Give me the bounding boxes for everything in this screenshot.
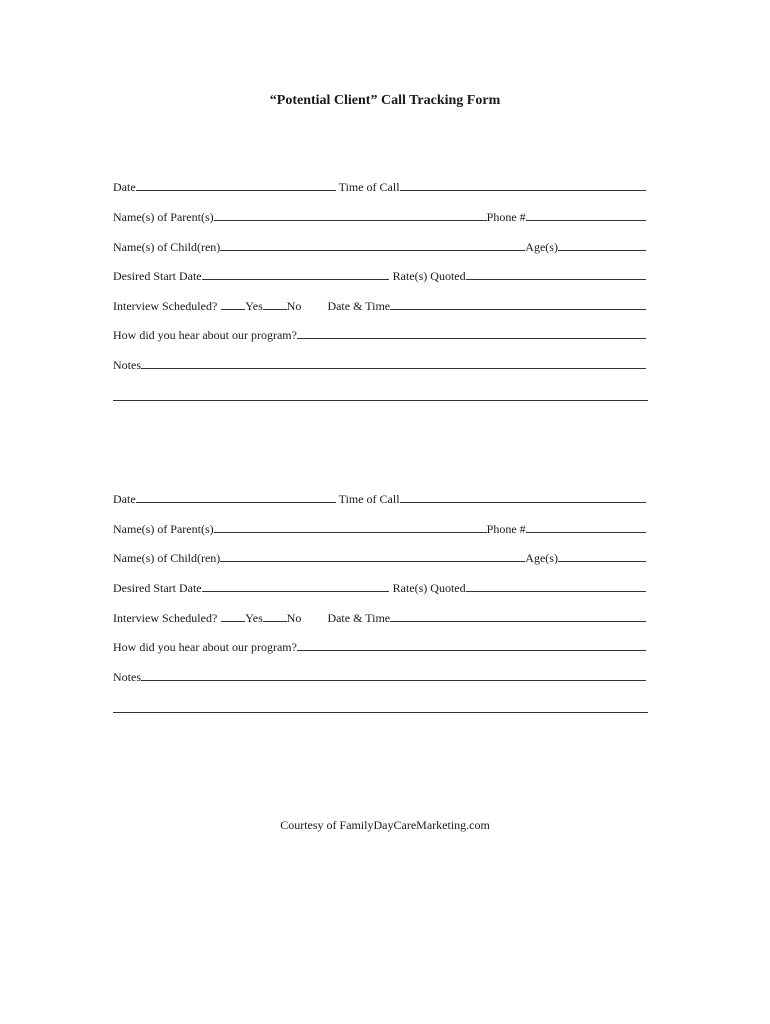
date-time-field[interactable] xyxy=(390,309,646,310)
rates-label: Rate(s) Quoted xyxy=(392,269,466,283)
children-row xyxy=(113,549,646,565)
start-date-label: Desired Start Date xyxy=(113,581,202,595)
parents-field[interactable] xyxy=(214,220,487,221)
date-row xyxy=(113,178,646,194)
notes-row xyxy=(113,668,646,684)
hear-row xyxy=(113,638,646,654)
children-label: Name(s) of Child(ren) xyxy=(113,240,221,254)
time-of-call-field[interactable] xyxy=(400,190,646,191)
children-field[interactable] xyxy=(220,250,525,251)
ages-field[interactable] xyxy=(558,250,646,251)
notes-extra-line[interactable] xyxy=(113,400,648,401)
ages-label: Age(s) xyxy=(525,240,558,254)
parents-row xyxy=(113,208,646,224)
parents-row xyxy=(113,520,646,536)
start-date-field[interactable] xyxy=(202,279,389,280)
notes-field[interactable] xyxy=(141,680,646,681)
start-date-field[interactable] xyxy=(202,591,389,592)
rates-label: Rate(s) Quoted xyxy=(392,581,466,595)
phone-label: Phone # xyxy=(486,522,526,536)
yes-label: Yes xyxy=(245,611,263,625)
notes-row xyxy=(113,356,646,372)
date-label: Date xyxy=(113,180,136,194)
interview-no-field[interactable] xyxy=(263,309,287,310)
date-time-field[interactable] xyxy=(390,621,646,622)
parents-field[interactable] xyxy=(214,532,487,533)
interview-row xyxy=(113,609,646,625)
start-date-row xyxy=(113,579,646,595)
interview-no-field[interactable] xyxy=(263,621,287,622)
date-time-label: Date & Time xyxy=(327,611,391,625)
interview-yes-field[interactable] xyxy=(221,309,245,310)
children-field[interactable] xyxy=(220,561,525,562)
parents-label: Name(s) of Parent(s) xyxy=(113,522,214,536)
interview-label: Interview Scheduled? xyxy=(113,611,218,625)
ages-field[interactable] xyxy=(558,561,646,562)
notes-label: Notes xyxy=(113,670,141,684)
date-time-label: Date & Time xyxy=(327,299,391,313)
time-of-call-label: Time of Call xyxy=(338,492,400,506)
date-field[interactable] xyxy=(136,502,336,503)
phone-field[interactable] xyxy=(526,532,646,533)
yes-label: Yes xyxy=(245,299,263,313)
no-label: No xyxy=(286,611,302,625)
interview-yes-field[interactable] xyxy=(221,621,245,622)
start-date-label: Desired Start Date xyxy=(113,269,202,283)
no-label: No xyxy=(286,299,302,313)
start-date-row xyxy=(113,267,646,283)
phone-field[interactable] xyxy=(526,220,646,221)
hear-label: How did you hear about our program? xyxy=(113,328,297,342)
rates-field[interactable] xyxy=(466,591,646,592)
phone-label: Phone # xyxy=(486,210,526,224)
hear-field[interactable] xyxy=(297,650,646,651)
hear-label: How did you hear about our program? xyxy=(113,640,297,654)
parents-label: Name(s) of Parent(s) xyxy=(113,210,214,224)
time-of-call-field[interactable] xyxy=(400,502,646,503)
interview-label: Interview Scheduled? xyxy=(113,299,218,313)
time-of-call-label: Time of Call xyxy=(338,180,400,194)
notes-field[interactable] xyxy=(141,368,646,369)
date-row xyxy=(113,490,646,506)
notes-label: Notes xyxy=(113,358,141,372)
children-row xyxy=(113,238,646,254)
form-title: “Potential Client” Call Tracking Form xyxy=(269,93,501,108)
footer-credit: Courtesy of FamilyDayCareMarketing.com xyxy=(280,818,490,832)
hear-field[interactable] xyxy=(297,338,646,339)
date-field[interactable] xyxy=(136,190,336,191)
ages-label: Age(s) xyxy=(525,551,558,565)
children-label: Name(s) of Child(ren) xyxy=(113,551,221,565)
interview-row xyxy=(113,297,646,313)
hear-row xyxy=(113,326,646,342)
notes-extra-line[interactable] xyxy=(113,712,648,713)
rates-field[interactable] xyxy=(466,279,646,280)
date-label: Date xyxy=(113,492,136,506)
